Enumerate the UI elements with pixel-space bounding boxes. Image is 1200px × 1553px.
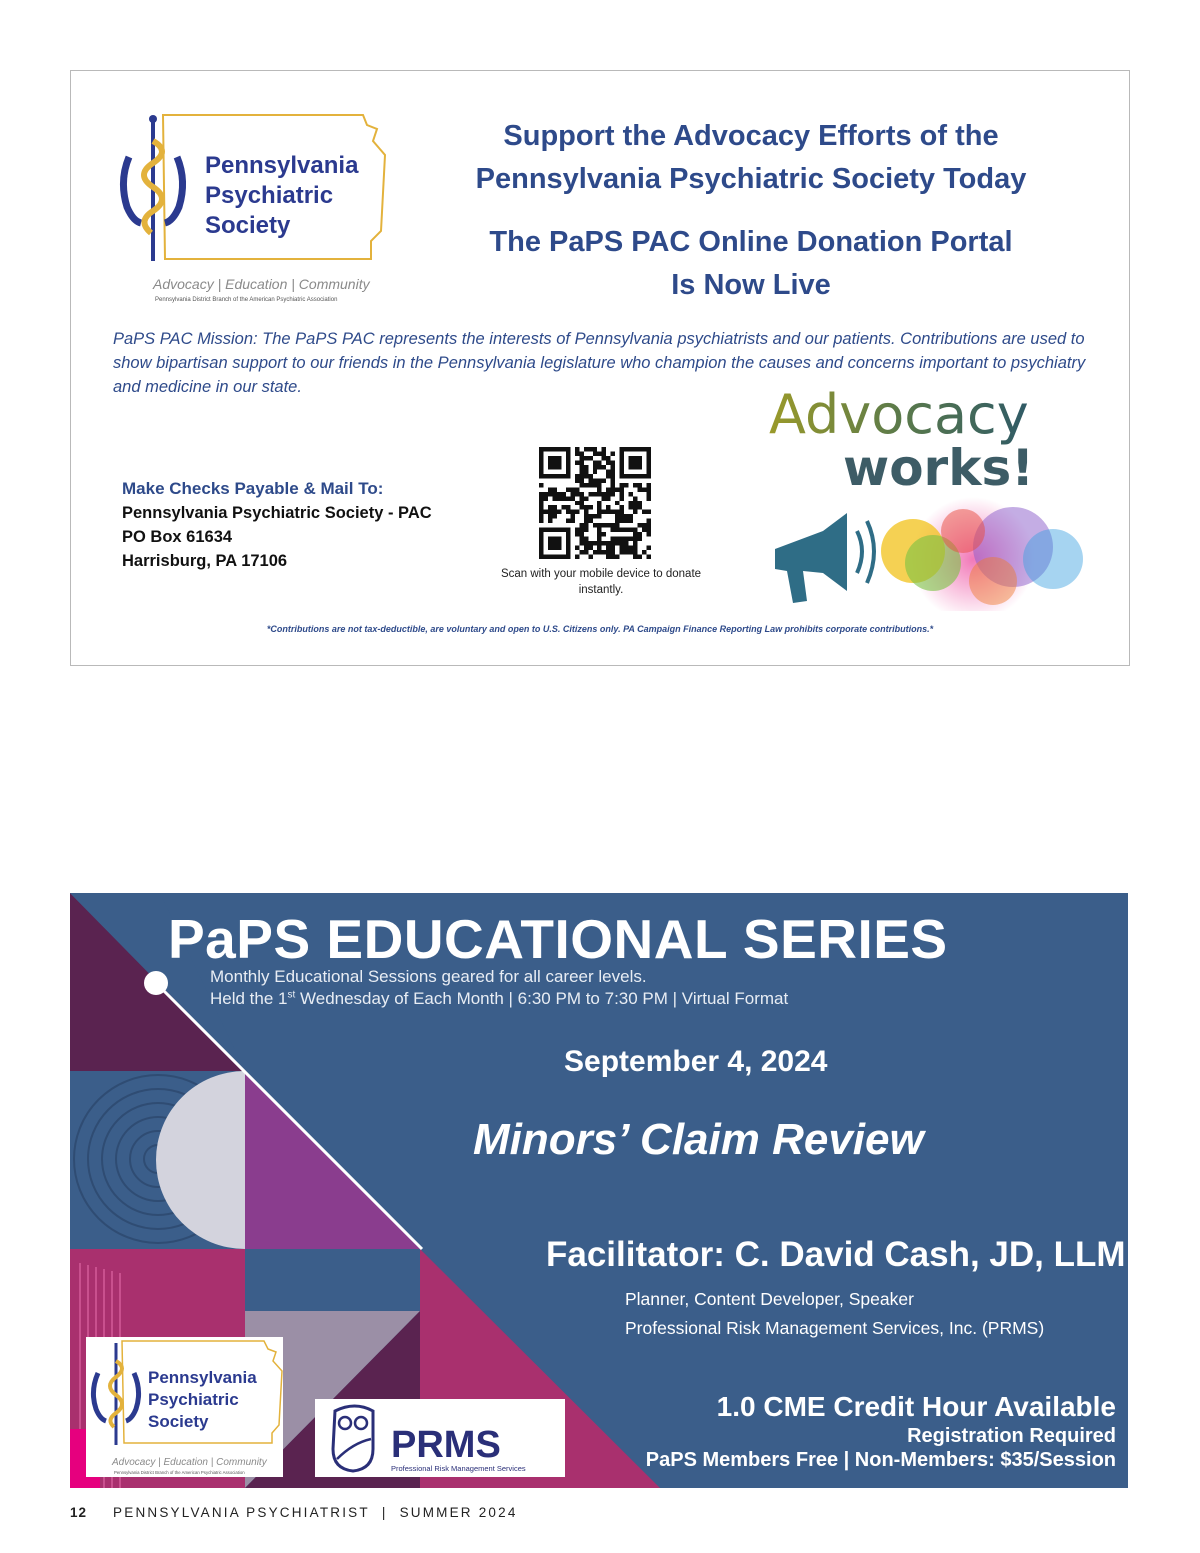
contribution-disclaimer: *Contributions are not tax-deductible, are voluntary and open to U.S. Citizens only. PA Campaign Finance Reporting Law prohibits corporate contributions.*	[266, 624, 934, 634]
qr-caption	[481, 566, 721, 598]
logo-subline: Pennsylvania District Branch of the American Psychiatric Association	[155, 297, 338, 303]
footer-separator: |	[381, 1505, 388, 1520]
logo-name-line-3: Society	[205, 212, 291, 239]
publication-name: PENNSYLVANIA PSYCHIATRIST	[113, 1505, 370, 1520]
logo-name-line-1: Pennsylvania	[205, 152, 359, 179]
registration-required: Registration Required	[907, 1425, 1116, 1447]
educational-series-ad	[70, 893, 1128, 1488]
qr-caption-line-1: Scan with your mobile device to donate	[500, 568, 702, 580]
schedule-post: Wednesday of Each Month | 6:30 PM to 7:30 PM | Virtual Format	[295, 989, 789, 1008]
series-title: PaPS EDUCATIONAL SERIES	[168, 908, 948, 970]
logo-name-line-2: Psychiatric	[205, 182, 334, 209]
headline-line-3: The PaPS PAC Online Donation Portal	[489, 226, 1013, 258]
headline-line-4: Is Now Live	[671, 269, 831, 301]
pricing: PaPS Members Free | Non-Members: $35/Session	[645, 1449, 1116, 1471]
paps-logo-small	[86, 1337, 283, 1477]
logo-small-name-line-1: Pennsylvania	[148, 1368, 257, 1387]
advocacy-word: Advocacy	[769, 383, 1029, 446]
series-subtitle-1: Monthly Educational Sessions geared for all career levels.	[210, 967, 647, 986]
issue-label: SUMMER 2024	[399, 1505, 518, 1520]
headline-line-1: Support the Advocacy Efforts of the	[503, 120, 999, 152]
series-subtitle-2	[210, 989, 788, 1009]
logo-small-subline: Pennsylvania District Branch of the American Psychiatric Association	[114, 1470, 245, 1475]
schedule-ordinal: st	[287, 989, 296, 1001]
logo-small-name-line-3: Society	[148, 1412, 209, 1431]
paps-logo	[115, 111, 389, 303]
mailing-address	[122, 477, 432, 573]
prms-logo-sub: Professional Risk Management Services	[391, 1464, 526, 1473]
qr-caption-line-2: instantly.	[578, 584, 624, 596]
logo-tagline: Advocacy | Education | Community	[153, 276, 370, 292]
session-date: September 4, 2024	[564, 1045, 828, 1078]
facilitator-role-2: Professional Risk Management Services, Inc. (PRMS)	[625, 1318, 1045, 1338]
mail-heading: Make Checks Payable & Mail To:	[122, 479, 384, 498]
cme-credit: 1.0 CME Credit Hour Available	[716, 1391, 1116, 1422]
facilitator-role-1: Planner, Content Developer, Speaker	[625, 1289, 914, 1309]
headline-line-2: Pennsylvania Psychiatric Society Today	[475, 163, 1027, 195]
prms-logo	[315, 1399, 565, 1477]
mail-line-2: PO Box 61634	[122, 528, 233, 546]
donation-qr-code[interactable]	[539, 447, 651, 559]
prms-logo-text: PRMS	[391, 1424, 501, 1466]
headline-portal	[431, 221, 1071, 307]
logo-small-tagline: Advocacy | Education | Community	[112, 1457, 267, 1468]
pac-mission-text: PaPS PAC Mission: The PaPS PAC represents the interests of Pennsylvania psychiatrists and our patients. Contributions are used to show bipartisan support to our friends in the Pennsylvania legislature who champion the causes and concerns important to psychiatry and medicine in our state.	[113, 330, 1086, 396]
logo-small-name-line-2: Psychiatric	[148, 1390, 239, 1409]
advocacy-works-graphic	[763, 381, 1108, 611]
mail-line-3: Harrisburg, PA 17106	[122, 552, 288, 570]
mail-line-1: Pennsylvania Psychiatric Society - PAC	[122, 504, 432, 522]
session-title: Minors’ Claim Review	[473, 1115, 924, 1164]
works-word: works!	[843, 439, 1035, 497]
page-footer	[70, 1505, 518, 1520]
schedule-pre: Held the 1	[210, 989, 288, 1008]
page-number: 12	[70, 1505, 88, 1520]
advocacy-ad	[70, 70, 1130, 666]
facilitator: Facilitator: C. David Cash, JD, LLM	[546, 1235, 1126, 1274]
headline-support	[431, 115, 1071, 201]
